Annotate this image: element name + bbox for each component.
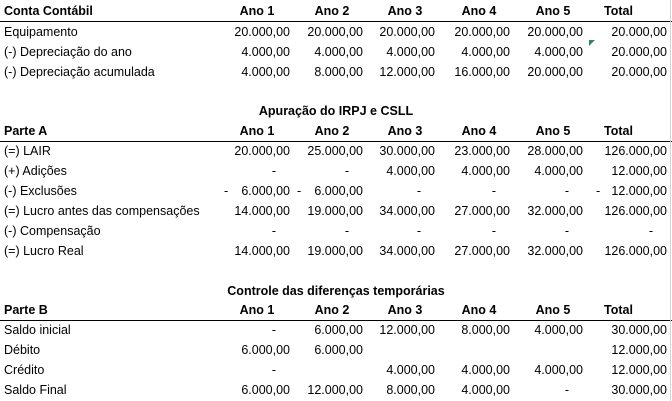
- cell-value: 27.000,00: [454, 244, 510, 258]
- cell-value: 28.000,00: [527, 144, 583, 158]
- cell-value: 4.000,00: [534, 323, 583, 337]
- cell-value: 20.000,00: [611, 65, 667, 79]
- table-row: [0, 22, 672, 42]
- cell-value: 4.000,00: [461, 45, 510, 59]
- cell-value: 4.000,00: [461, 363, 510, 377]
- cell-value: 126.000,00: [604, 204, 667, 218]
- row-label: (=) Lucro antes das compensações: [4, 204, 200, 218]
- row-label: Débito: [4, 343, 41, 357]
- table-row: [0, 241, 672, 261]
- cell-dash: -: [224, 184, 229, 198]
- cell-value: [280, 360, 363, 380]
- cell-value: -: [564, 184, 569, 198]
- section-title-apuracao: Apuração do IRPJ e CSLL: [258, 104, 414, 118]
- table-row: [0, 181, 672, 201]
- cell-value: 4.000,00: [386, 164, 435, 178]
- cell-value: 6.000,00: [241, 184, 290, 198]
- table-row: [0, 161, 672, 181]
- row-label: (-) Depreciação acumulada: [4, 65, 155, 79]
- cell-value: 4.000,00: [534, 164, 583, 178]
- header-ano-4: Ano 4: [461, 303, 497, 317]
- cell-value: -: [271, 323, 276, 337]
- table-row: [0, 62, 672, 82]
- header-label: Parte B: [4, 303, 48, 317]
- cell-value: 30.000,00: [611, 383, 667, 397]
- header-total: Total: [604, 4, 633, 18]
- header-ano-2: Ano 2: [314, 4, 350, 18]
- header-total: Total: [604, 124, 633, 138]
- cell-value: 6.000,00: [241, 383, 290, 397]
- cell-value: 12.000,00: [611, 343, 667, 357]
- cell-value: 6.000,00: [314, 184, 363, 198]
- cell-value: 20.000,00: [611, 45, 667, 59]
- cell-value: -: [491, 184, 496, 198]
- cell-value: 8.000,00: [461, 323, 510, 337]
- header-total: Total: [604, 303, 633, 317]
- cell-value: 4.000,00: [314, 45, 363, 59]
- cell-value: 14.000,00: [234, 244, 290, 258]
- row-label: (=) LAIR: [4, 144, 51, 158]
- cell-value: 8.000,00: [386, 383, 435, 397]
- cell-value: 20.000,00: [379, 25, 435, 39]
- cell-value: -: [564, 224, 569, 238]
- table-row: [0, 340, 672, 360]
- cell-value: -: [416, 224, 421, 238]
- cell-value: 126.000,00: [604, 244, 667, 258]
- cell-value: 4.000,00: [241, 65, 290, 79]
- header-ano-4: Ano 4: [461, 4, 497, 18]
- row-label: Equipamento: [4, 25, 78, 39]
- cell-value: 4.000,00: [386, 363, 435, 377]
- header-ano-1: Ano 1: [239, 303, 275, 317]
- cell-value: -: [648, 224, 653, 238]
- section-title-controle: Controle das diferenças temporárias: [227, 284, 445, 298]
- cell-value: 25.000,00: [307, 144, 363, 158]
- cell-value: 8.000,00: [314, 65, 363, 79]
- cell-value: 14.000,00: [234, 204, 290, 218]
- cell-value: 6.000,00: [314, 343, 363, 357]
- header-ano-4: Ano 4: [461, 124, 497, 138]
- cell-value: 34.000,00: [379, 204, 435, 218]
- row-label: (-) Compensação: [4, 224, 101, 238]
- cell-value: 32.000,00: [527, 204, 583, 218]
- comment-indicator-icon: [589, 40, 595, 46]
- cell-value: 19.000,00: [307, 244, 363, 258]
- cell-value: [430, 340, 510, 360]
- cell-value: 4.000,00: [534, 363, 583, 377]
- table-row: [0, 141, 672, 161]
- header-ano-3: Ano 3: [387, 124, 423, 138]
- cell-value: [355, 340, 435, 360]
- cell-value: 16.000,00: [454, 65, 510, 79]
- row-label: (-) Exclusões: [4, 184, 77, 198]
- cell-value: 20.000,00: [527, 25, 583, 39]
- header-ano-1: Ano 1: [239, 4, 275, 18]
- cell-value: 126.000,00: [604, 144, 667, 158]
- cell-value: 20.000,00: [454, 25, 510, 39]
- cell-value: 12.000,00: [611, 363, 667, 377]
- cell-value: 4.000,00: [241, 45, 290, 59]
- cell-dash: -: [297, 184, 302, 198]
- row-label: (+) Adições: [4, 164, 67, 178]
- cell-value: 27.000,00: [454, 204, 510, 218]
- cell-value: -: [271, 164, 276, 178]
- cell-value: 20.000,00: [234, 144, 290, 158]
- cell-value: 12.000,00: [307, 383, 363, 397]
- header-label: Conta Contábil: [4, 4, 93, 18]
- row-label: Crédito: [4, 363, 45, 377]
- column-gridline: [670, 0, 671, 401]
- cell-value: 6.000,00: [241, 343, 290, 357]
- cell-value: 4.000,00: [461, 164, 510, 178]
- header-ano-5: Ano 5: [535, 303, 571, 317]
- cell-value: -: [564, 383, 569, 397]
- header-ano-2: Ano 2: [314, 303, 350, 317]
- header-label: Parte A: [4, 124, 48, 138]
- cell-value: -: [344, 224, 349, 238]
- cell-value: -: [491, 224, 496, 238]
- cell-value: 30.000,00: [611, 323, 667, 337]
- header-row-parte-b: [0, 300, 672, 320]
- cell-value: 23.000,00: [454, 144, 510, 158]
- header-ano-5: Ano 5: [535, 124, 571, 138]
- table-row: [0, 201, 672, 221]
- cell-value: 4.000,00: [386, 45, 435, 59]
- cell-value: 34.000,00: [379, 244, 435, 258]
- table-row: [0, 380, 672, 400]
- cell-value: 12.000,00: [611, 184, 667, 198]
- cell-value: 6.000,00: [314, 323, 363, 337]
- cell-value: -: [344, 164, 349, 178]
- cell-value: 30.000,00: [379, 144, 435, 158]
- header-row-conta-contabil: [0, 1, 672, 21]
- table-row: [0, 360, 672, 380]
- cell-value: 20.000,00: [611, 25, 667, 39]
- header-ano-3: Ano 3: [387, 303, 423, 317]
- cell-value: 19.000,00: [307, 204, 363, 218]
- header-row-parte-a: [0, 121, 672, 141]
- table-row: [0, 42, 672, 62]
- cell-value: 20.000,00: [307, 25, 363, 39]
- header-ano-2: Ano 2: [314, 124, 350, 138]
- cell-value: 12.000,00: [379, 323, 435, 337]
- cell-value: -: [271, 224, 276, 238]
- cell-value: 32.000,00: [527, 244, 583, 258]
- cell-value: -: [271, 363, 276, 377]
- header-ano-1: Ano 1: [239, 124, 275, 138]
- cell-value: 4.000,00: [461, 383, 510, 397]
- cell-dash: -: [596, 184, 601, 198]
- row-label: Saldo Final: [4, 383, 67, 397]
- cell-value: 20.000,00: [527, 65, 583, 79]
- cell-value: 4.000,00: [534, 45, 583, 59]
- table-row: [0, 221, 672, 241]
- cell-value: -: [416, 184, 421, 198]
- header-ano-3: Ano 3: [387, 4, 423, 18]
- cell-value: 12.000,00: [611, 164, 667, 178]
- row-label: (-) Depreciação do ano: [4, 45, 132, 59]
- cell-value: [505, 340, 583, 360]
- cell-value: 12.000,00: [379, 65, 435, 79]
- cell-value: 20.000,00: [234, 25, 290, 39]
- header-ano-5: Ano 5: [535, 4, 571, 18]
- row-label: Saldo inicial: [4, 323, 71, 337]
- table-row: [0, 320, 672, 340]
- row-label: (=) Lucro Real: [4, 244, 84, 258]
